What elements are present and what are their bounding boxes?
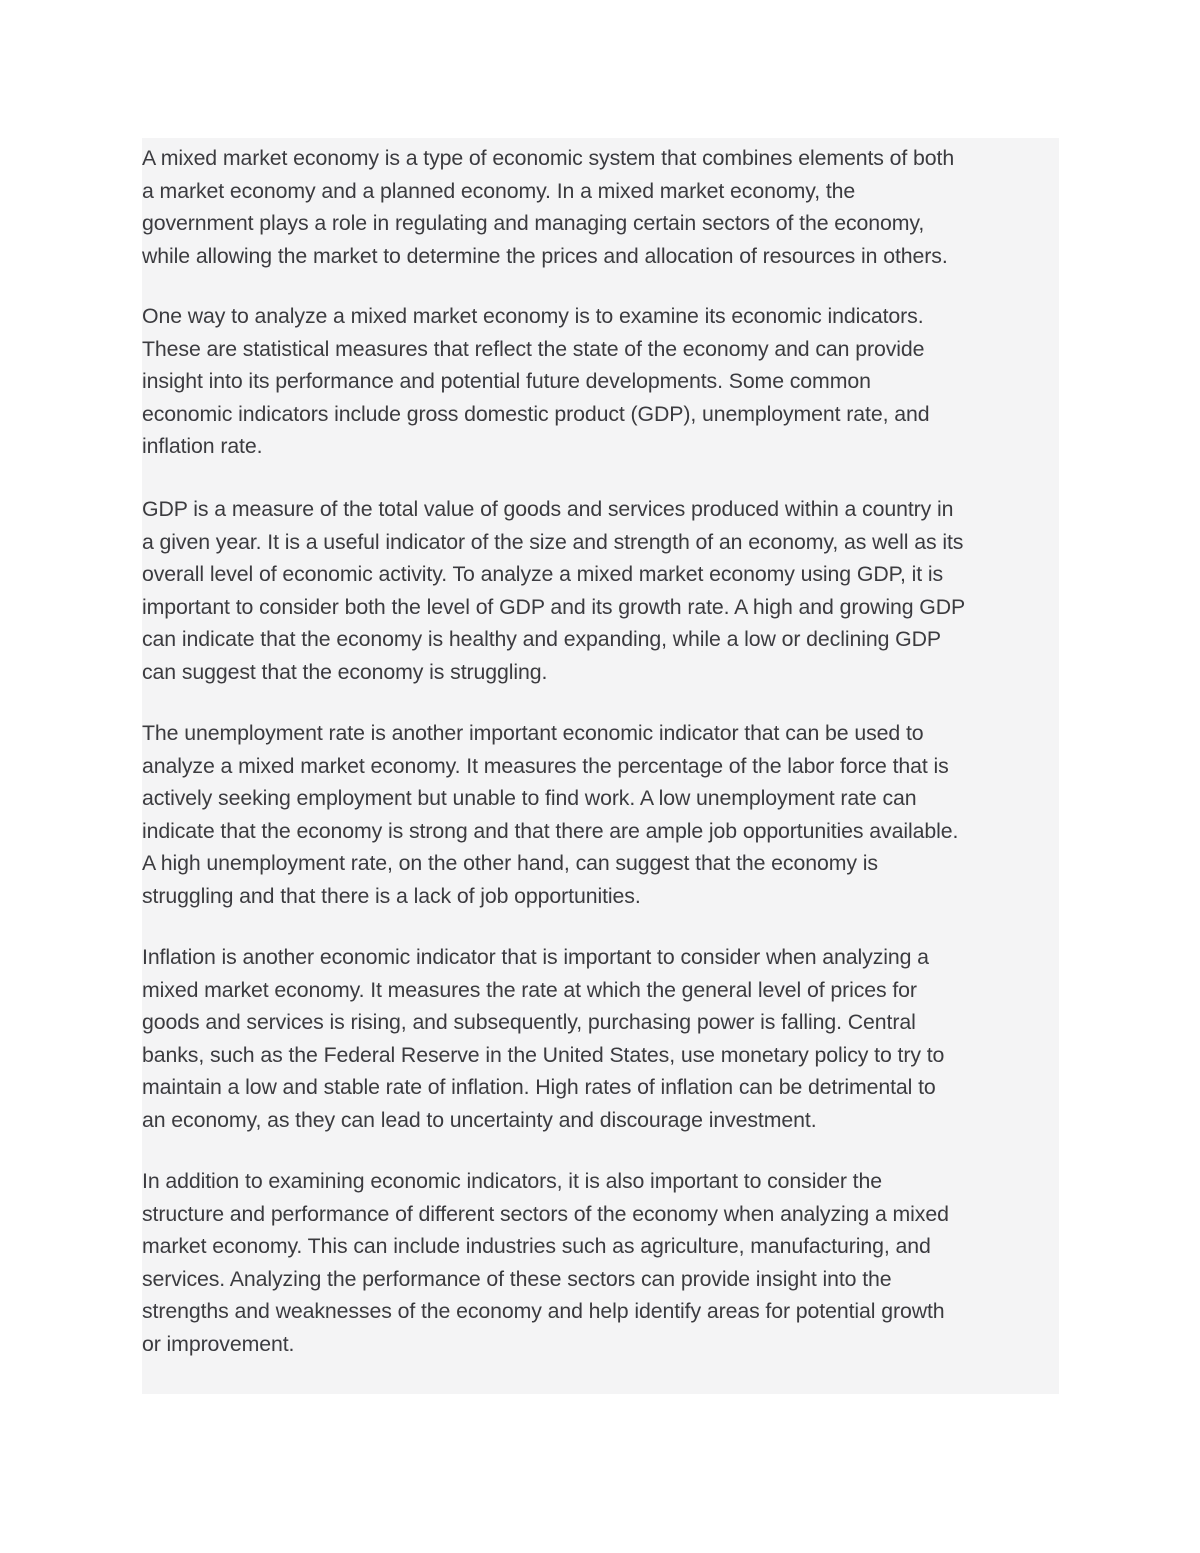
paragraph-inflation: Inflation is another economic indicator that is important to consider when analyzing a mixed market economy. It measures the rate at which the general level of prices for goods and services is rising, and subsequently, purchasing power is falling. Central banks, such as the Federal Reserve in the United States, use monetary policy to try to maintain a low and stable rate of inflation. High rates of inflation can be detrimental to an economy, as they can lead to uncertainty and discourage investment. <box>142 945 945 1132</box>
paragraph-economic-indicators: One way to analyze a mixed market economy is to examine its economic indicators. These are statistical measures that reflect the state of the economy and can provide insight into its performance and potential future developments. Some common economic indicators include gross domestic product (GDP), unemployment rate, and inflation rate. <box>142 304 930 458</box>
paragraph-intro: A mixed market economy is a type of economic system that combines elements of both a market economy and a planned economy. In a mixed market economy, the government plays a role in regulating and managing certain sectors of the economy, while allowing the market to determine the prices and allocation of resources in others. <box>142 146 955 268</box>
paragraph-unemployment: The unemployment rate is another important economic indicator that can be used to analyze a mixed market economy. It measures the percentage of the labor force that is actively seeking employment but unable to find work. A low unemployment rate can indicate that the economy is strong and that there are ample job opportunities available. A high unemployment rate, on the other hand, can suggest that the economy is struggling and that there is a lack of job opportunities. <box>142 721 959 908</box>
paragraph-sectors: In addition to examining economic indicators, it is also important to consider the structure and performance of different sectors of the economy when analyzing a mixed market economy. This can include industries such as agriculture, manufacturing, and services. Analyzing the performance of these sectors can provide insight into the strengths and weaknesses of the economy and help identify areas for potential growth or improvement. <box>142 1169 949 1356</box>
paragraph-gdp: GDP is a measure of the total value of goods and services produced within a country in a given year. It is a useful indicator of the size and strength of an economy, as well as its overall level of economic activity. To analyze a mixed market economy using GDP, it is important to consider both the level of GDP and its growth rate. A high and growing GDP can indicate that the economy is healthy and expanding, while a low or declining GDP can suggest that the economy is struggling. <box>142 497 966 684</box>
text-block <box>142 138 1059 1394</box>
